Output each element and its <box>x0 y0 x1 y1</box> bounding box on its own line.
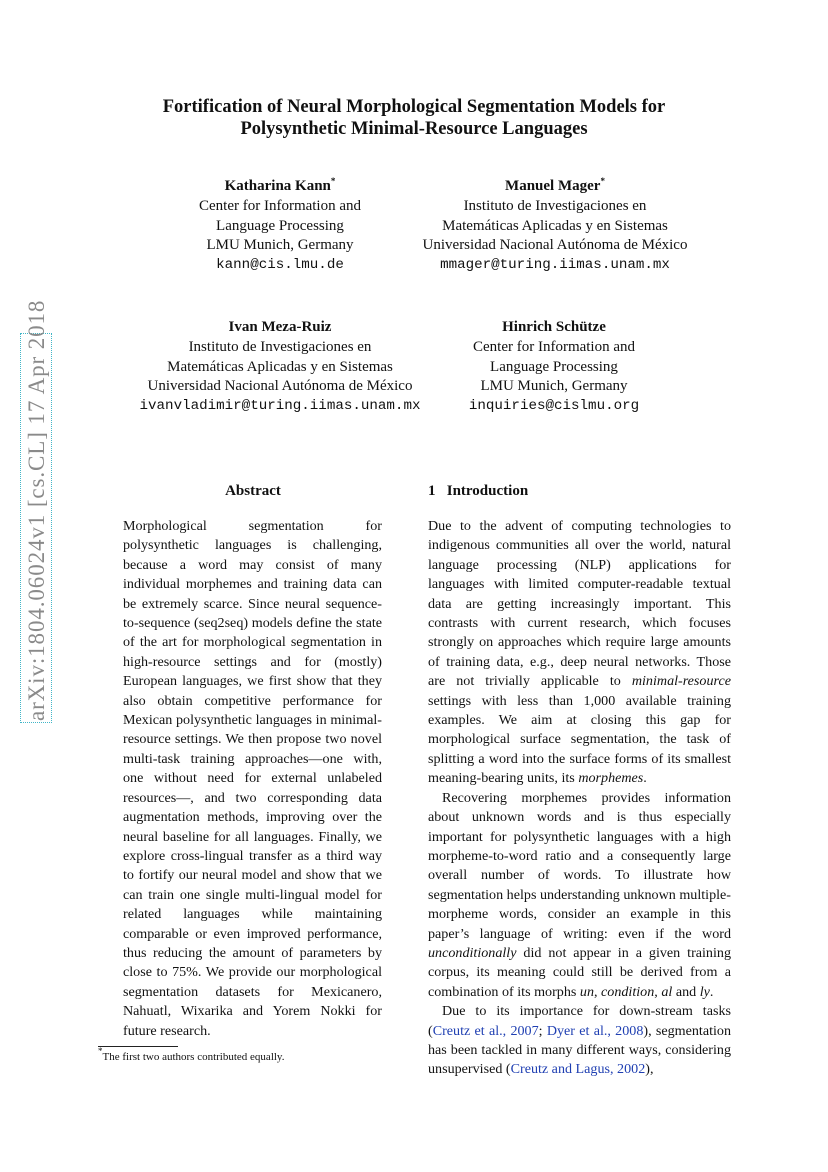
author-affiliation: Center for Information and <box>472 338 636 355</box>
introduction-body <box>428 517 731 1080</box>
section-heading-introduction <box>428 483 728 500</box>
author-block-kann <box>160 177 400 276</box>
intro-paragraph-2: Recovering morphemes provides information about unknown words and is thus especially important for polysynthetic languages with a high morpheme-to-word ratio and a consequently large overall number of words. To illustrate how segmentation helps understanding unknown multiple-morpheme words, consider an example in this paper’s language of writing: even if the word unconditionally did not appear in a given training corpus, its meaning could still be derived from a combination of its morphs un, condition, al and ly. <box>428 789 731 1000</box>
author-affiliation: LMU Munich, Germany <box>480 378 628 395</box>
abstract-text: Morphological segmentation for polysynthetic languages is challenging, because a word may consist of many individual morphemes and training data can be extremely scarce. Since neural sequence-to-sequence (seq2seq) models define the state of the art for morphological segmentation in high-resource settings and for (mostly) European languages, we first show that they also obtain competitive performance for Mexican polysynthetic languages in minimal-resource settings. We then propose two novel multi-task training approaches—one with, one without need for external unlabeled resources—, and two corresponding data augmentation methods, improving over the neural baseline for all languages. Finally, we explore cross-lingual transfer as a third way to fortify our neural model and show that we can train one single multi-lingual model for related languages while maintaining comparable or even improved performance, thus reducing the amount of parameters by close to 75%. We provide our morphological segmentation datasets for Mexicanero, Nahuatl, Wixarika and Yorem Nokki for future research. <box>123 518 382 1039</box>
author-affiliation: Center for Information and <box>198 197 362 214</box>
footnote: *The first two authors contributed equally. <box>98 1046 285 1063</box>
intro-paragraph-3: Due to its importance for down-stream tasks (Creutz et al., 2007; Dyer et al., 2008), segmentation has been tackled in many different ways, considering unsupervised (Creutz and Lagus, 2002), <box>428 1003 732 1078</box>
title-line-2: Polysynthetic Minimal-Resource Languages <box>240 119 588 139</box>
citation-link[interactable]: Creutz et al., 2007 <box>432 1022 539 1039</box>
abstract-heading: Abstract <box>225 483 281 499</box>
footnote-rule <box>98 1046 178 1047</box>
author-affiliation: LMU Munich, Germany <box>206 237 354 254</box>
author-affiliation: Instituto de Investigaciones en <box>188 338 372 355</box>
author-affiliation: Universidad Nacional Autónoma de México <box>422 237 688 254</box>
author-name: Hinrich Schütze <box>502 319 606 335</box>
author-affiliation: Matemáticas Aplicadas y en Sistemas <box>442 217 668 234</box>
author-affiliation: Matemáticas Aplicadas y en Sistemas <box>167 358 393 375</box>
author-affiliation: Language Processing <box>490 358 618 375</box>
intro-paragraph-1: Due to the advent of computing technologies to indigenous communities all over the world, natural language processing (NLP) applications for languages with limited computer-readable textual data are getting increasingly important. This contrasts with current research, which focuses strongly on approaches which require large amounts of training data, e.g., deep neural networks. Those are not trivially applicable to minimal-resource settings with less than 1,000 available training examples. We aim at closing this gap for morphological surface segmentation, the task of splitting a word into the surface forms of its smallest meaning-bearing units, its morphemes. <box>428 518 731 787</box>
author-name: Ivan Meza-Ruiz <box>228 319 332 335</box>
author-block-schuetze <box>448 318 660 417</box>
section-title: Introduction <box>446 483 529 499</box>
author-email[interactable]: kann@cis.lmu.de <box>216 257 344 274</box>
author-email[interactable]: mmager@turing.iimas.unam.mx <box>440 257 670 274</box>
arxiv-stamp[interactable]: arXiv:1804.06024v1 [cs.CL] 17 Apr 2018 <box>24 299 49 721</box>
author-block-meza-ruiz <box>105 318 455 417</box>
author-affiliation: Language Processing <box>216 217 344 234</box>
paper-title <box>0 96 828 140</box>
author-block-mager <box>400 177 710 276</box>
author-name: Katharina Kann* <box>224 176 336 194</box>
section-number: 1 <box>428 483 436 499</box>
title-line-1: Fortification of Neural Morphological Segmentation Models for <box>162 97 666 117</box>
author-affiliation: Universidad Nacional Autónoma de México <box>147 378 413 395</box>
author-email[interactable]: ivanvladimir@turing.iimas.unam.mx <box>139 398 421 415</box>
author-email[interactable]: inquiries@cislmu.org <box>468 398 640 415</box>
abstract-body <box>123 517 382 1041</box>
citation-link[interactable]: Creutz and Lagus, 2002 <box>510 1061 646 1078</box>
citation-link[interactable]: Dyer et al., 2008 <box>546 1022 644 1039</box>
author-affiliation: Instituto de Investigaciones en <box>463 197 647 214</box>
author-name: Manuel Mager* <box>505 176 605 194</box>
